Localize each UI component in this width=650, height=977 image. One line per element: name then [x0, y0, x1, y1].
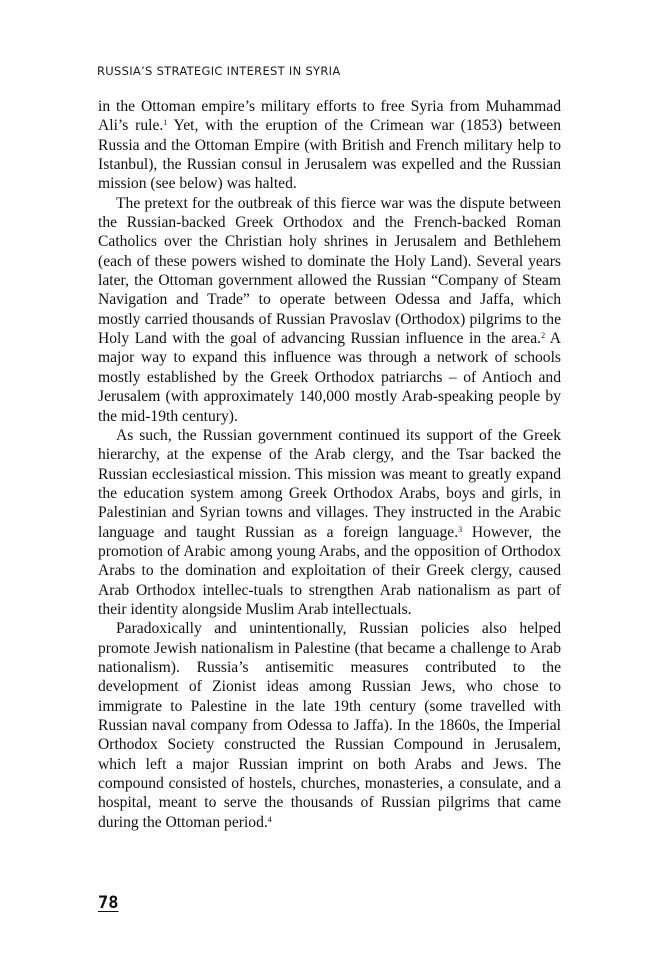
paragraph-text: However, the promotion of Arabic among young Arabs, and the opposition of Orthodox Arabs to the domination and exploitation of their Greek clergy, caused Arab Orthodox intellec-tuals to strengthen Arab nationalism as part of their identity alongside Muslim Arab intellectuals.	[98, 523, 562, 618]
body-text	[98, 97, 561, 832]
paragraph	[98, 619, 561, 832]
paragraph-text: Yet, with the eruption of the Crimean war (1853) between Russia and the Ottoman Empire (with British and French military help to Istanbul), the Russian consul in Jerusalem was expelled and the Russian mission (see below) was halted.	[98, 117, 561, 193]
paragraph	[98, 97, 561, 194]
footnote-marker[interactable]: 2	[541, 331, 546, 341]
running-head: RUSSIA’S STRATEGIC INTEREST IN SYRIA	[97, 64, 341, 78]
paragraph	[98, 426, 561, 619]
paragraph	[98, 194, 561, 426]
footnote-marker[interactable]: 1	[163, 118, 168, 128]
paragraph-text: A major way to expand this influence was through a network of schools mostly established by the Greek Orthodox patriarchs – of Antioch and Jerusalem (with approximately 140,000 mostly Arab-speaking people by the mid-19th century).	[98, 330, 561, 425]
page-number: 78	[98, 893, 119, 913]
footnote-marker[interactable]: 4	[267, 814, 272, 824]
paragraph-text: The pretext for the outbreak of this fierce war was the dispute between the Russian-backed Greek Orthodox and the French-backed Roman Catholics over the Christian holy shrines in Jerusalem and Bethlehem (each of these powers wished to dominate the Holy Land). Several years later, the Ottoman government allowed the Russian “Company of Steam Navigation and Trade” to operate between Odessa and Jaffa, which mostly carried thousands of Russian Pravoslav (Orthodox) pilgrims to the Holy Land with the goal of advancing Russian influence in the area.	[98, 194, 561, 348]
paragraph-text: Paradoxically and unintentionally, Russian policies also helped promote Jewish nationalism in Palestine (that became a challenge to Arab nationalism). Russia’s antisemitic measures contributed to the development of Zionist ideas among Russian Jews, who chose to immigrate to Palestine in the late 19th century (some travelled with Russian naval company from Odessa to Jaffa). In the 1860s, the Imperial Orthodox Society constructed the Russian Compound in Jerusalem, which left a major Russian imprint on both Arabs and Jews. The compound consisted of hostels, churches, monasteries, a consulate, and a hospital, meant to serve the thousands of Russian pilgrims that came during the Ottoman period.	[98, 620, 561, 831]
paragraph-text: As such, the Russian government continued its support of the Greek hierarchy, at the expense of the Arab clergy, and the Tsar backed the Russian ecclesiastical mission. This mission was meant to greatly expand the education system among Greek Orthodox Arabs, boys and girls, in Palestinian and Syrian towns and villages. They instructed in the Arabic language and taught Russian as a foreign language.	[98, 426, 561, 541]
footnote-marker[interactable]: 3	[458, 524, 463, 534]
paragraph-text: in the Ottoman empire’s military efforts to free Syria from Muhammad Ali’s rule.	[98, 98, 561, 135]
